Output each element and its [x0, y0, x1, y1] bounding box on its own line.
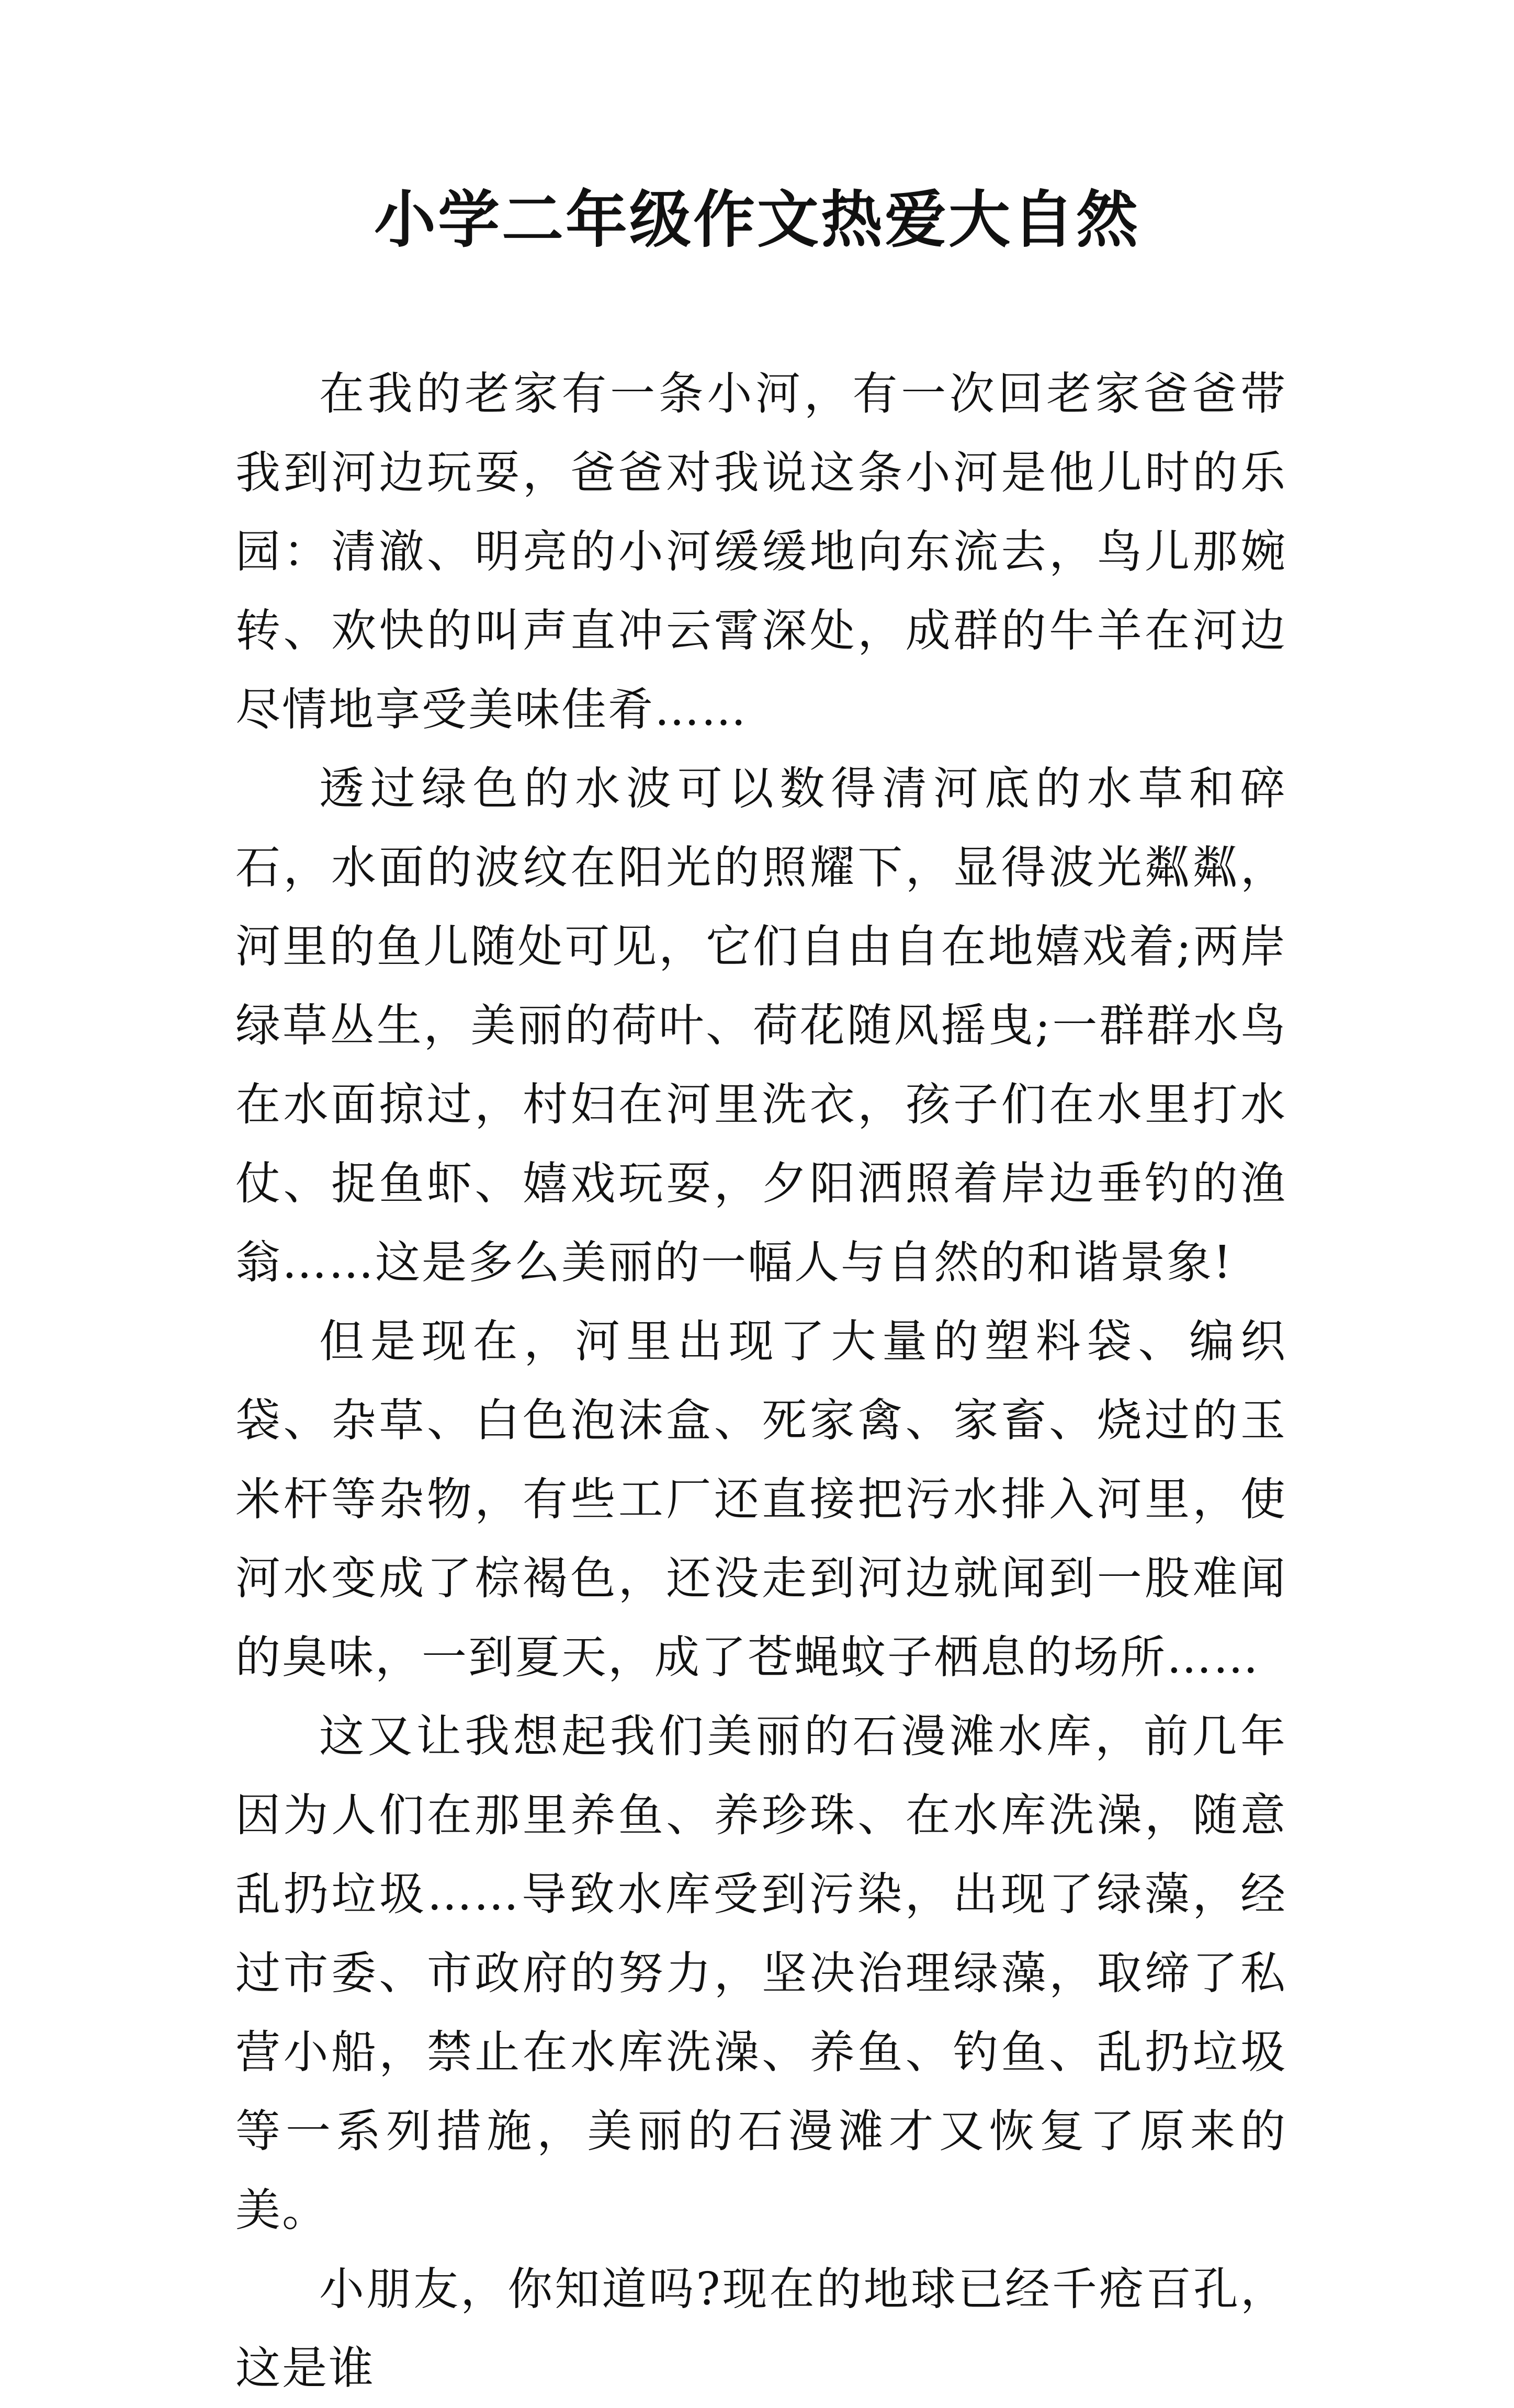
document-body: [235, 355, 1287, 2408]
paragraph-3: 但是现在，河里出现了大量的塑料袋、编织袋、杂草、白色泡沫盒、死家禽、家畜、烧过的玉米杆等杂物，有些工厂还直接把污水排入河里，使河水变成了棕褐色，还没走到河边就闻到一股难闻的臭味，一到夏天，成了苍蝇蚊子栖息的场所……: [235, 1315, 1287, 1684]
paragraph-2: 透过绿色的水波可以数得清河底的水草和碎石，水面的波纹在阳光的照耀下，显得波光粼粼，河里的鱼儿随处可见，它们自由自在地嬉戏着;两岸绿草丛生，美丽的荷叶、荷花随风摇曳;一群群水鸟在水面掠过，村妇在河里洗衣，孩子们在水里打水仗、捉鱼虾、嬉戏玩耍，夕阳洒照着岸边垂钓的渔翁……这是多么美丽的一幅人与自然的和谐景象!: [235, 763, 1287, 1289]
paragraph-1: 在我的老家有一条小河，有一次回老家爸爸带我到河边玩耍，爸爸对我说这条小河是他儿时的乐园：清澈、明亮的小河缓缓地向东流去，鸟儿那婉转、欢快的叫声直冲云霄深处，成群的牛羊在河边尽情地享受美味佳肴……: [235, 368, 1287, 736]
document-title: 小学二年级作文热爱大自然: [374, 183, 1140, 256]
paragraph-4: 这又让我想起我们美丽的石漫滩水库，前几年因为人们在那里养鱼、养珍珠、在水库洗澡，随意乱扔垃圾……导致水库受到污染，出现了绿藻，经过市委、市政府的努力，坚决治理绿藻，取缔了私营小船，禁止在水库洗澡、养鱼、钓鱼、乱扔垃圾等一系列措施，美丽的石漫滩才又恢复了原来的美。: [235, 1710, 1287, 2236]
paragraph-5: 小朋友，你知道吗?现在的地球已经千疮百孔，这是谁: [235, 2263, 1287, 2394]
